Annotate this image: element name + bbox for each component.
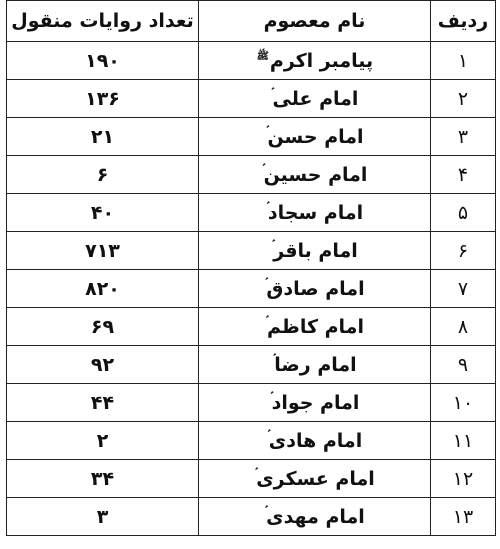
name-cell (199, 270, 431, 308)
row-number-cell: ۵ (431, 194, 496, 232)
name-text: امام مهدی (266, 505, 365, 528)
name-text: امام صادق (266, 277, 365, 300)
name-cell (199, 308, 431, 346)
count-cell: ۶ (7, 156, 199, 194)
name-text: امام سجاد (267, 201, 364, 224)
row-number-cell: ۶ (431, 232, 496, 270)
table-row (7, 384, 496, 422)
name-cell (199, 42, 431, 80)
narrations-table (6, 0, 496, 536)
name-cell (199, 156, 431, 194)
table-row (7, 422, 496, 460)
name-text: پیامبر اکرم (269, 49, 374, 72)
name-cell (199, 80, 431, 118)
name-cell (199, 232, 431, 270)
count-cell: ١٣۶ (7, 80, 199, 118)
count-cell: ١٩٠ (7, 42, 199, 80)
header-name: نام معصوم (199, 1, 431, 42)
row-number-cell: ۴ (431, 156, 496, 194)
table-header-row (7, 1, 496, 42)
row-number-cell: ٨ (431, 308, 496, 346)
row-number-cell: ١٣ (431, 498, 496, 536)
name-cell (199, 118, 431, 156)
count-cell: ٢ (7, 422, 199, 460)
name-text: امام علی (272, 87, 359, 110)
name-cell (199, 194, 431, 232)
name-cell (199, 384, 431, 422)
row-number-cell: ١٢ (431, 460, 496, 498)
count-cell: ٨٢٠ (7, 270, 199, 308)
table-row (7, 232, 496, 270)
header-count: تعداد روایات منقول (7, 1, 199, 42)
row-number-cell: ٣ (431, 118, 496, 156)
table-body (7, 42, 496, 536)
row-number-cell: ٧ (431, 270, 496, 308)
row-number-cell: ١٠ (431, 384, 496, 422)
table-row (7, 42, 496, 80)
count-cell: ۴۴ (7, 384, 199, 422)
table-row (7, 80, 496, 118)
row-number-cell: ١١ (431, 422, 496, 460)
count-cell: ٩٢ (7, 346, 199, 384)
table-row (7, 270, 496, 308)
count-cell: ۴٠ (7, 194, 199, 232)
name-text: امام جواد (271, 391, 360, 414)
name-text: امام حسن (267, 125, 364, 148)
row-number-cell: ٩ (431, 346, 496, 384)
name-cell (199, 460, 431, 498)
name-text: امام هادی (268, 429, 363, 452)
table-row (7, 460, 496, 498)
name-cell (199, 346, 431, 384)
count-cell: ۶٩ (7, 308, 199, 346)
name-text: امام باقر (273, 239, 358, 262)
header-row-number: ردیف (431, 1, 496, 42)
table-row (7, 346, 496, 384)
name-text: امام عسکری (256, 467, 375, 490)
count-cell: ٢١ (7, 118, 199, 156)
name-cell (199, 422, 431, 460)
count-cell: ٣ (7, 498, 199, 536)
table-row (7, 156, 496, 194)
table-row (7, 194, 496, 232)
honorific-mark: ﷺ (256, 51, 269, 63)
table-row (7, 498, 496, 536)
name-text: امام رضا (274, 353, 357, 376)
name-cell (199, 498, 431, 536)
name-text: امام کاظم (267, 315, 364, 338)
name-text: امام حسین (263, 163, 368, 186)
count-cell: ٧١٣ (7, 232, 199, 270)
row-number-cell: ٢ (431, 80, 496, 118)
row-number-cell: ١ (431, 42, 496, 80)
table-row (7, 308, 496, 346)
table-row (7, 118, 496, 156)
count-cell: ٣۴ (7, 460, 199, 498)
